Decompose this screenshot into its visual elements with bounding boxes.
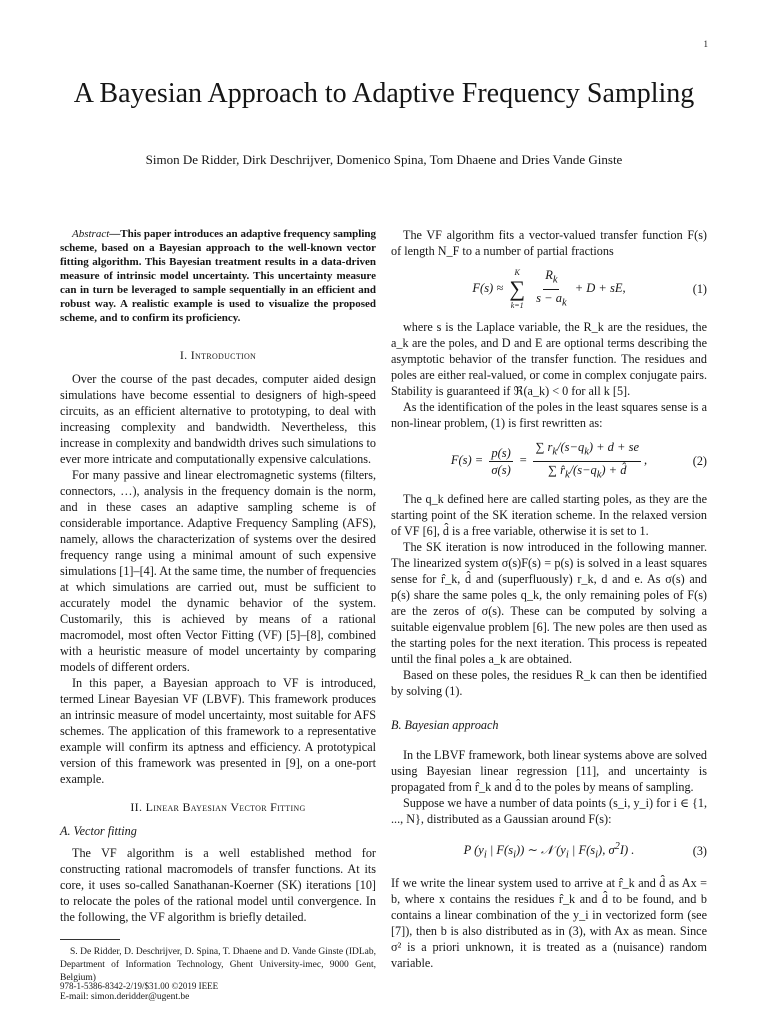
equation-3-number: (3) [692,844,707,858]
intro-paragraph-1: Over the course of the past decades, computer aided design simulations have become essential to designers of high-speed circuits, as an efficient alternative to prototyping, to deal with increasing complexity and bandwidth. Nevertheless, this increase in complexity and bandwidth drives such simulations to ever more intricate and computationally expensive calculations. [60,372,376,466]
vf-paragraph: The VF algorithm is a well established method for constructing rational macromodels of transfer functions. At its core, it uses so-called Sanathanan-Koerner (SK) iterations [10] to relocate the poles of the rational model until convergence. In the following, the VF algorithm is briefly detailed. [60,846,376,924]
equation-1: F(s) ≈ K ∑ k=1 $\frac{R_k}{s - a_k}$ + D + sE, (1) [472,268,707,310]
abstract-text: —This paper introduces an adaptive frequency sampling scheme, based on a Bayesian approach to the well-known vector fitting algorithm. This Bayesian treatment results in a data-driven measure of intrinsic model uncertainty. This uncertainty measure can in turn be leveraged to sample sequentially in an efficient and robust way. A realistic example is used to visualize the proposed scheme, and to confirm its proficiency. [60,228,376,324]
paper-title: A Bayesian Approach to Adaptive Frequency Sampling [73,78,695,109]
linear-system-paragraph: If we write the linear system used to arrive at r̂_k and d̂ as Ax = b, where x contains the residues r̂_k and d̂ to be found, and b contains a linear combination of the y_i in vectorized form (see [7]), then b is also distributed as in (3), with Ax as mean. Since σ² is a priori unknown, it is treated as a (nuisance) random variable. [391,876,707,970]
equation-3: P ($y_i$ | $F(s_i)$) ∼ 𝒩 ($y_i$ | $F(s_i)$, $\sigma^2I$) . (3) [463,840,707,861]
intro-paragraph-2: For many passive and linear electromagnetic systems (filters, connectors, …), analysis in the frequency domain is the norm, and in these cases an adaptive sampling scheme is of considerable importance. Adaptive Frequency Sampling (AFS), namely, allows the characterization of systems over the desired frequency range using a minimal amount of such expensive simulations [1]–[4]. At the same time, the number of frequencies at which simulations are carried out, must be sufficient to accurately model the dynamic behavior of the system. Customarily, this is achieved by means of a rational macromodel, most often Vector Fitting (VF) [5]–[8], combined with a heuristic measure of model uncertainty by comparing models of different orders. [60,468,376,674]
right-column [391,227,707,971]
intro-paragraph-3: In this paper, a Bayesian approach to VF is introduced, termed Linear Bayesian VF (LBVF). This framework produces an intrinsic measure of model uncertainty, most suitable for AFS schemes. The application of this framework to a representative example will confirm its aptness and efficiency. A prototypical version of this framework was presented in [9], on a one-port example. [60,676,376,786]
footnote-divider [60,939,120,940]
email-footnote: E-mail: simon.deridder@ugent.be [60,992,190,1002]
vf-fit-paragraph: The VF algorithm fits a vector-valued transfer function F(s) of length N_F to a number of partial fractions [391,228,707,258]
subsection-heading-bayesian: B. Bayesian approach [391,718,499,732]
equation-2-number: (2) [692,454,707,468]
sk-iteration-paragraph: The SK iteration is now introduced in the following manner. The linearized system σ(s)F(s) = p(s) is solved in a least squares sense for r̂_k, d̂ and (superfluously) r_k, d and e. As σ(s) and p(s) share the same poles q_k, the only remaining poles of F(s) are the zeros of σ(s). These can be computed by solving a suitable eigenvalue problem [6]. The new poles are then used as the starting poles for the next iteration. This process is repeated until the final poles a_k are obtained. [391,540,707,666]
abstract-label: Abstract [72,228,110,240]
section-heading-introduction: I. Introduction [179,348,257,362]
page-number: 1 [703,39,708,49]
affiliation-footnote: S. De Ridder, D. Deschrijver, D. Spina, T. Dhaene and D. Vande Ginste (IDLab, Department of Information Technology, Ghent University-imec, 9000 Gent, Belgium) [60,947,376,983]
residue-identification-paragraph: Based on these poles, the residues R_k can then be identified by solving (1). [391,668,707,698]
lbvf-paragraph: In the LBVF framework, both linear systems above are solved using Bayesian linear regression [11], and uncertainty is propagated from r̂_k and d̂ to the poles by means of sampling. [391,748,707,794]
starting-poles-paragraph: The q_k defined here are called starting poles, as they are the starting point of the SK iteration scheme. In the relaxed version of VF [6], d̂ is a free variable, otherwise it is set to 1. [391,492,707,538]
subsection-heading-vector-fitting: A. Vector fitting [60,824,137,838]
rewrite-paragraph: As the identification of the poles in the least squares sense is a non-linear problem, (1) is first rewritten as: [391,400,707,430]
author-list: Simon De Ridder, Dirk Deschrijver, Domenico Spina, Tom Dhaene and Dries Vande Ginste [145,152,623,167]
equation-2: F(s) = $\frac{p(s)}{\sigma(s)}$ = $\frac{\sum r_k/(s-q_k) + d + se}{\sum r̂_k/(s-q_k) + d̂}$ , (2) [450,440,707,480]
copyright-notice: 978-1-5386-8342-2/19/$31.00 ©2019 IEEE [60,981,219,991]
abstract [60,227,376,325]
equation-1-number: (1) [692,282,707,296]
section-heading-lbvf: II. Linear Bayesian Vector Fitting [130,800,306,814]
left-column [60,227,376,1004]
residues-paragraph: where s is the Laplace variable, the R_k are the residues, the a_k are the poles, and D and E are optional terms describing the asymptotic behavior of the transfer function. The residues and poles are either real-valued, or come in complex conjugate pairs. Stability is guaranteed if ℜ(a_k) < 0 for all k [5]. [391,320,707,398]
data-points-paragraph: Suppose we have a number of data points (s_i, y_i) for i ∈ {1, ..., N}, distributed as a Gaussian around F(s): [391,796,707,826]
